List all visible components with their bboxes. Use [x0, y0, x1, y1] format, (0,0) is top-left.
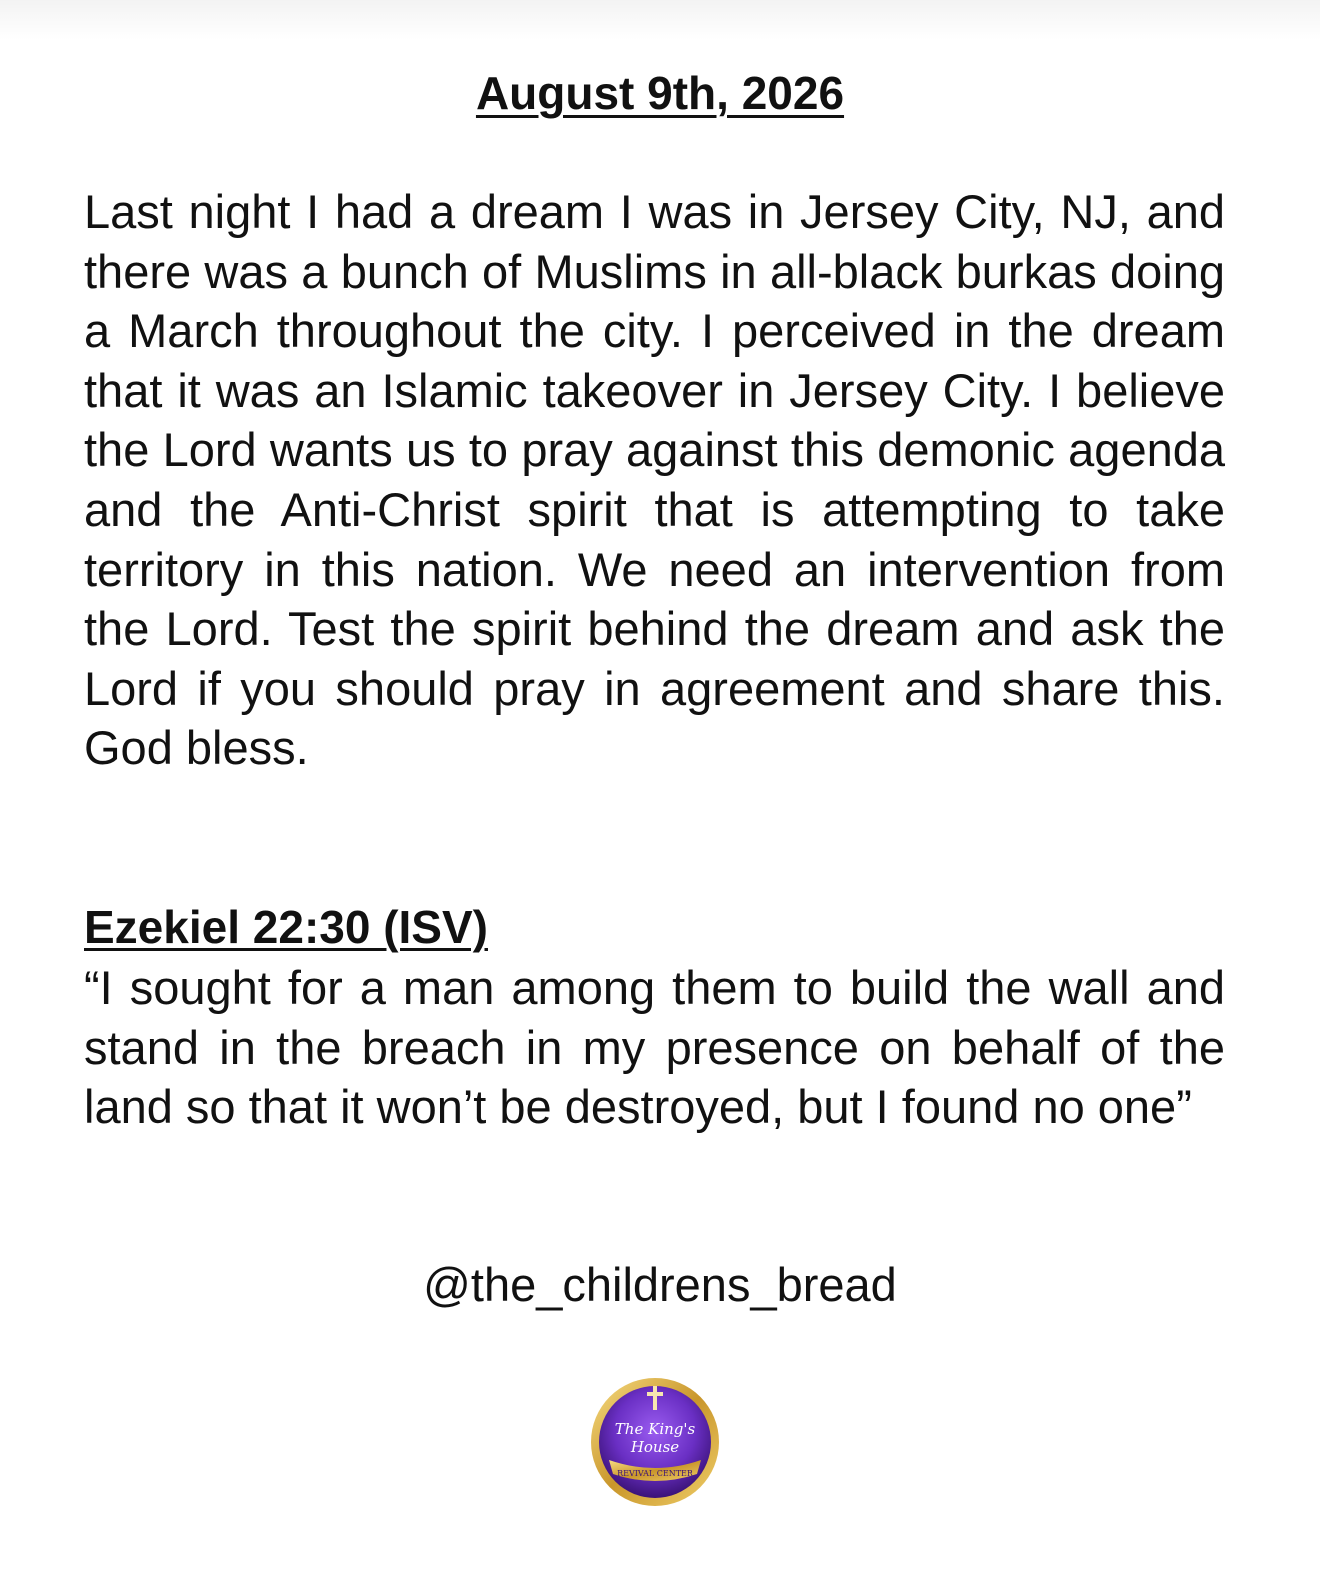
social-handle: @the_childrens_bread [423, 1258, 897, 1311]
top-shadow [0, 0, 1320, 40]
dream-paragraph: Last night I had a dream I was in Jersey City, NJ, and there was a bunch of Muslims in all-black burkas doing a March throughout the city. I perceived in the dream that it was an Islamic takeover in Jersey City. I believe the Lord wants us to pray against this demonic agenda and the Anti-Christ spirit that is attempting to take territory in this nation. We need an intervention from the Lord. Test the spirit behind the dream and ask the Lord if you should pray in agreement and share this. God bless. [84, 185, 1225, 775]
verse-text: “I sought for a man among them to build the wall and stand in the breach in my presence on behalf of the land so that it won’t be destroyed, but I found no one” [84, 961, 1225, 1134]
kings-house-logo-emblem [589, 1376, 721, 1508]
kings-house-logo [589, 1376, 721, 1508]
verse-reference: Ezekiel 22:30 (ISV) [84, 901, 488, 953]
logo-line-1: The King's [614, 1420, 696, 1438]
logo-line-2: House [630, 1438, 680, 1456]
date-heading: August 9th, 2026 [475, 67, 845, 119]
logo-banner-text: REVIVAL CENTER [617, 1469, 693, 1478]
